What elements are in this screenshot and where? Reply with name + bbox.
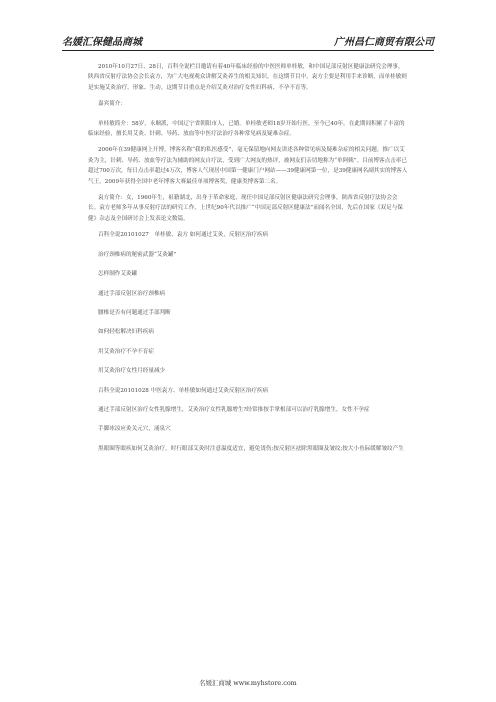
bio-yuan-paragraph: 袁方简介：女，1960年生，祖籍湖北，出身于革命家庭，现任中国足部反射区健康法研究会理事，陕西省反射疗法协会会长。袁方老师多年从事反射疗法的研究工作，上世纪90年代以推广“中国足部反射区健康法”而闻名全国，先后在国家《双足与保健》杂志及全国研讨会上发表论文数篇。 [88, 195, 403, 222]
topic-item: 手脚冰凉应灸关元穴，涌泉穴 [98, 426, 171, 433]
topic-item: 用艾灸治疗女性月经量减少 [98, 368, 166, 375]
episode-heading-1028: 百科全说20101028 中医袁方、单桂敏如何通过艾灸反射区治疗疾病 [98, 387, 269, 394]
blog-paragraph: 2006年在39健康网上开博，博客名称“我的私医感受”，毫无保留地向网友讲述各种常见病及疑难杂症的相关问题。推广以艾灸为主，针刺、导药、放血等疗法为辅助的网友自疗法，受到广大网友的热评，被网友们亲切地称为“单阿姨”。目前博客点击率已超过700万次，每日点击率超过4万次，博客人气现居中国第一健康门户网站——39健康网第一位，是39健康网名副其实的博客人气王。2009年获得全国中老年博客大赛最佳单项博客奖，健康类博客第二名。 [88, 147, 408, 185]
intro-paragraph: 2010年10月27日、28日，百科全说栏目邀请有着40年临床经验的中医医师单桂敏，和中国足部反射区健康法研究会理事，陕西省反射疗法协会会长袁方，为广大电视观众讲解艾灸养生的相关知识。在这期节目中，袁方主要是利用手来诊断，而单桂敏则是实施艾灸治疗，形象、生动。这期节目重点是介绍艾灸对治疗女性妇科病、不孕不育等。 [88, 64, 407, 91]
page-footer: 名媛汇商城 www.myhstore.com [199, 679, 297, 687]
topic-item: 通过手部反射区治疗颈椎病 [98, 290, 166, 297]
guest-heading: 嘉宾简介： [98, 101, 126, 108]
header-left-title: 名媛汇保健品商城 [62, 37, 142, 48]
bio-shan-paragraph: 单桂敏简介：58岁，永顺派，中国辽宁省朝阳市人，已婚。单桂敏老师18岁开始行医，至今已40年。在此期间积累了丰富的临床经验，擅长用艾灸、针刺、导药、放血等中医疗法治疗各种常见病及疑难杂症。 [88, 120, 405, 138]
topic-item: 治疗颈椎病的秘密武器“艾灸罐” [98, 251, 177, 258]
topic-item: 怎样制作艾灸罐 [98, 271, 138, 278]
episode-heading-1027: 百科全说20101027 单桂敏、袁方 如何通过艾灸，反射区治疗疾病 [98, 232, 269, 239]
topic-item: 如何轻松解决妇科疾病 [98, 329, 154, 336]
topic-item: 用艾灸治疗不孕不育症 [98, 348, 154, 355]
page-header [62, 34, 434, 51]
topic-item: 通过手部反射区治疗女性乳腺增生，艾灸治疗女性乳腺增生?经常推按手掌根部可以治疗乳腺增生，女性不孕症 [98, 406, 370, 413]
header-right-title: 广州昌仁商贸有限公司 [334, 37, 434, 48]
topic-item: 腰椎是否有问题通过手部判断 [98, 309, 171, 316]
topic-item: 黑眼圈等眼疾如何艾灸治疗，时行眼部艾灸时注意温度适宜，避免烫伤;按反射区祛除黑眼圈及皱纹;按大小鱼际缓解皱纹产生 [98, 445, 404, 452]
document-body [88, 62, 408, 460]
